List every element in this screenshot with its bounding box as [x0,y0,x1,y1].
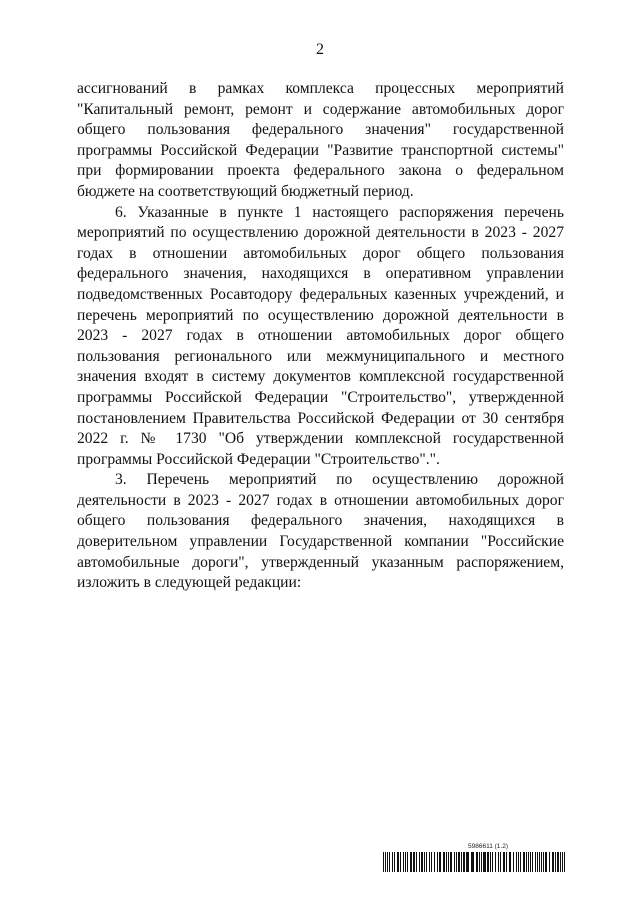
barcode-icon [383,852,565,872]
page-number: 2 [316,41,324,58]
document-code: 5986611 (1.2) [468,843,508,850]
paragraph-item-3: 3. Перечень мероприятий по осуществлению дорожной деятельности в 2023 - 2027 годах в отношении автомобильных дорог общего пользования федерального значения, находящихся в доверительном управлении Государственной компании "Российские автомобильные дороги", утвержденный указанным распоряжением, изложить в следующей редакции: [77,471,564,592]
paragraph-item-6: 6. Указанные в пункте 1 настоящего распоряжения перечень мероприятий по осуществлению дорожной деятельности в 2023 - 2027 годах в отношении автомобильных дорог общего пользования федерального значения, находящихся в оперативном управлении подведомственных Росавтодору федеральных казенных учреждений, и перечень мероприятий по осуществлению дорожной деятельности в 2023 - 2027 годах в отношении автомобильных дорог общего пользования регионального или межмуниципального и местного значения входят в систему документов комплексной государственной программы Российской Федерации "Строительство", утвержденной постановлением Правительства Российской Федерации от 30 сентября 2022 г. № 1730 "Об утверждении комплексной государственной программы Российской Федерации "Строительство".". [77,203,564,468]
paragraph-continuation: ассигнований в рамках комплекса процессных мероприятий "Капитальный ремонт, ремонт и содержание автомобильных дорог общего пользования федерального значения" государственной программы Российской Федерации "Развитие транспортной системы" при формировании проекта федерального закона о федеральном бюджете на соответствующий бюджетный период. [77,80,564,200]
document-body [77,79,564,594]
